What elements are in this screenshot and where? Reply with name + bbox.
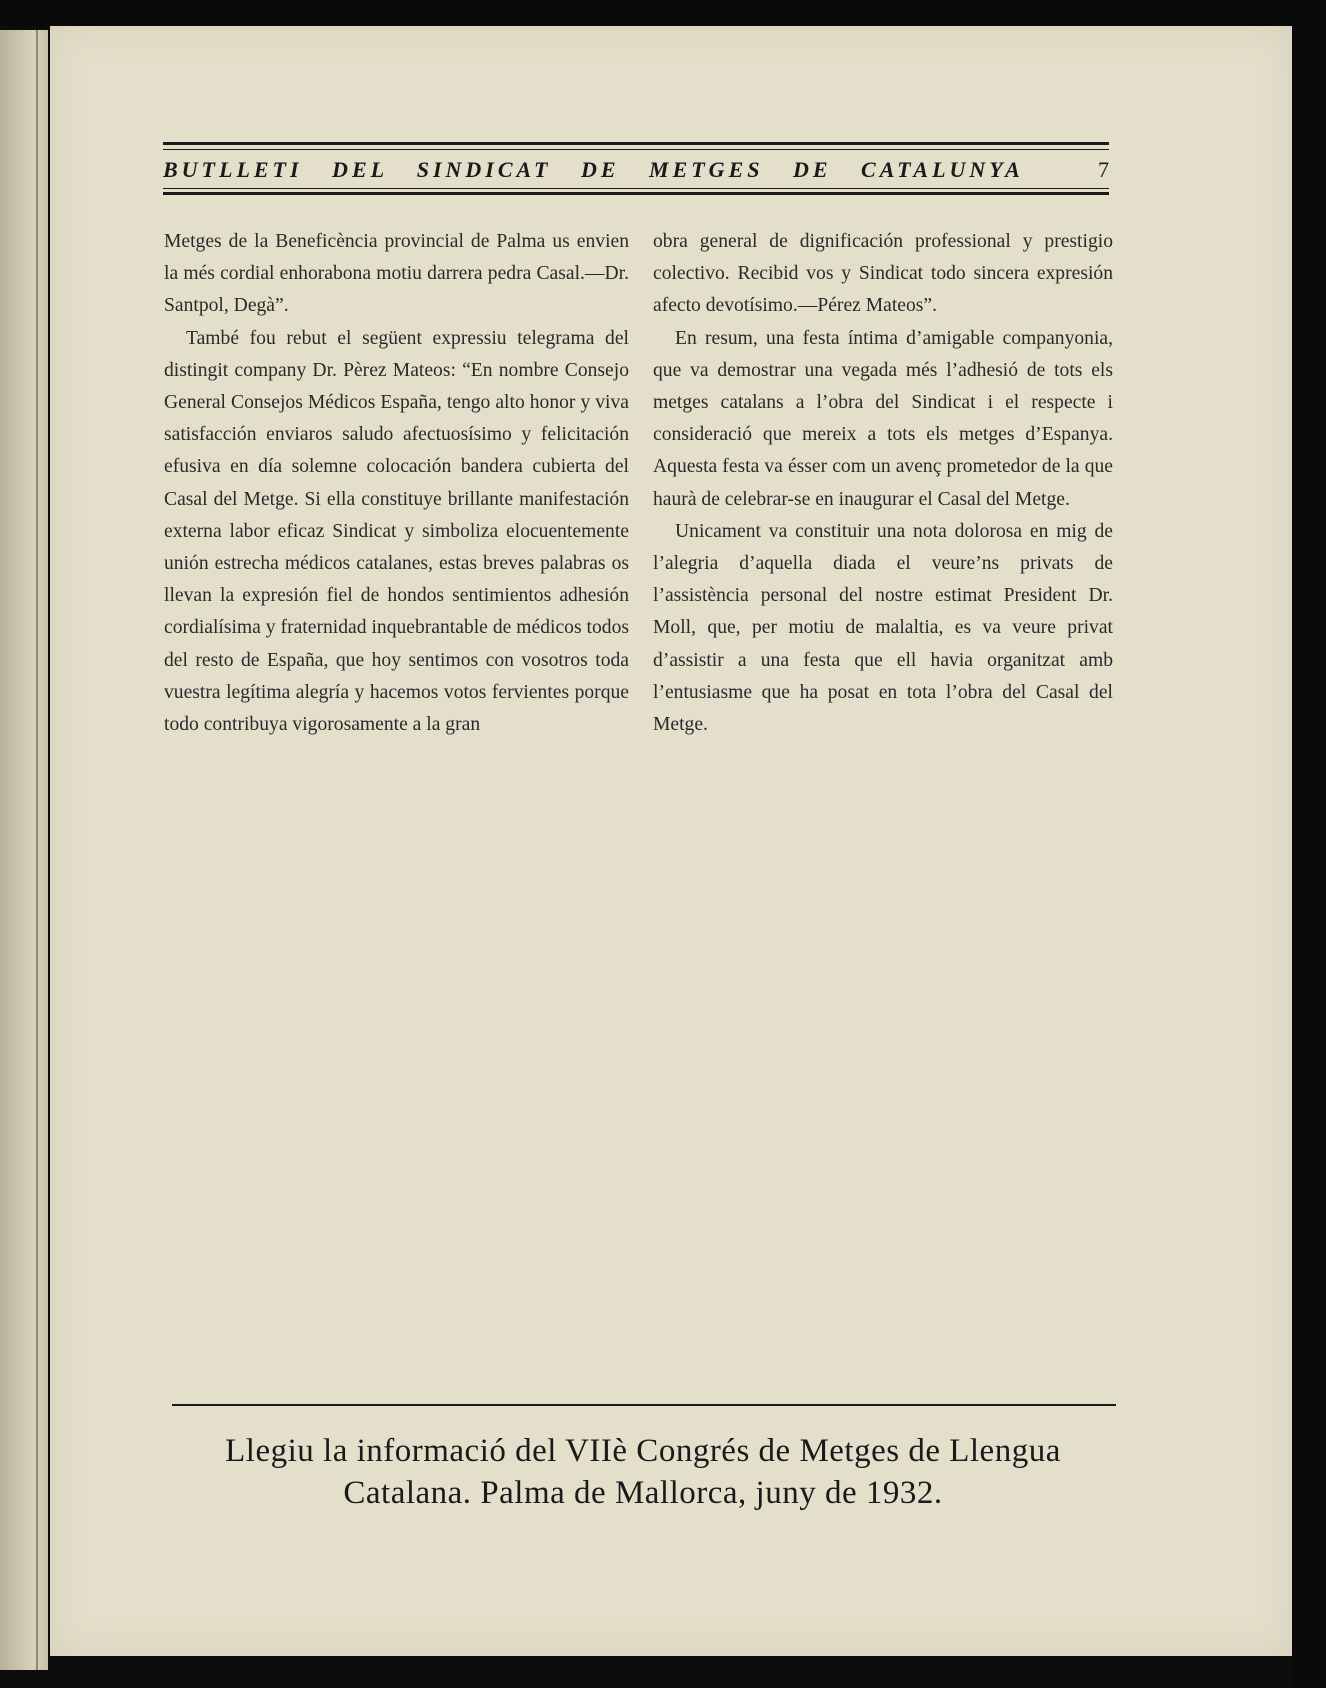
right-column — [653, 226, 1113, 741]
page-number: 7 — [1098, 157, 1109, 182]
header-bottom-rule-thick — [163, 192, 1109, 195]
running-head — [163, 156, 1109, 184]
journal-title: BUTLLETI DEL SINDICAT DE METGES DE CATALUNYA — [163, 157, 1024, 182]
scan-right-border — [1292, 26, 1326, 1688]
paragraph: En resum, una festa íntima d’amigable companyonia, que va demostrar una vegada més l’adhesió de tots els metges catalans a l’obra del Sindicat i el respecte i consideració que mereix a tots els metges d’Espanya. Aquesta festa va ésser com un avenç prometedor de la que haurà de celebrar-se en inaugurar el Casal del Metge. — [653, 327, 1113, 510]
header-top-rule-thick — [163, 142, 1109, 145]
notice-line-2: Catalana. Palma de Mallorca, juny de 1932. — [343, 1475, 943, 1511]
paragraph: Metges de la Beneficència provincial de Palma us envien la més cordial enhorabona motiu darrera pedra Casal.—Dr. Santpol, Degà”. — [164, 231, 629, 317]
scan-top-border — [0, 0, 1326, 26]
binding-shadow — [36, 30, 38, 1670]
left-column — [164, 226, 629, 741]
congress-notice — [160, 1430, 1126, 1514]
header-top-rule-thin — [163, 149, 1109, 150]
previous-page-edge — [0, 30, 48, 1670]
paragraph: Unicament va constituir una nota dolorosa en mig de l’alegria d’aquella diada el veure’ns privats de l’assistència personal del nostre estimat President Dr. Moll, que, per motiu de malaltia, es va veure privat d’assistir a una festa que ell havia organitzat amb l’entusiasme que ha posat en tota l’obra del Casal del Metge. — [653, 520, 1113, 736]
header-bottom-rule-thin — [163, 188, 1109, 189]
paragraph: També fou rebut el següent expressiu telegrama del distingit company Dr. Pèrez Mateos: “En nombre Consejo General Consejos Médicos España, tengo alto honor y viva satisfacción enviaros saludo afectuosísimo y felicitación efusiva en día solemne colocación bandera cubierta del Casal del Metge. Si ella constituye brillante manifestación externa labor eficaz Sindicat y simboliza elocuentemente unión estrecha médicos catalanes, estas breves palabras os llevan la expresión fiel de hondos sentimientos adhesión cordialísima y fraternidad inquebrantable de médicos todos del resto de España, que hoy sentimos con vosotros toda vuestra legítima alegría y hacemos votos fervientes porque todo contribuya vigorosamente a la gran — [164, 327, 629, 736]
notice-rule — [172, 1404, 1116, 1406]
notice-line-1: Llegiu la informació del VIIè Congrés de Metges de Llengua — [225, 1433, 1061, 1469]
paragraph: obra general de dignificación professional y prestigio colectivo. Recibid vos y Sindicat todo sincera expresión afecto devotísimo.—Pérez Mateos”. — [653, 231, 1113, 317]
